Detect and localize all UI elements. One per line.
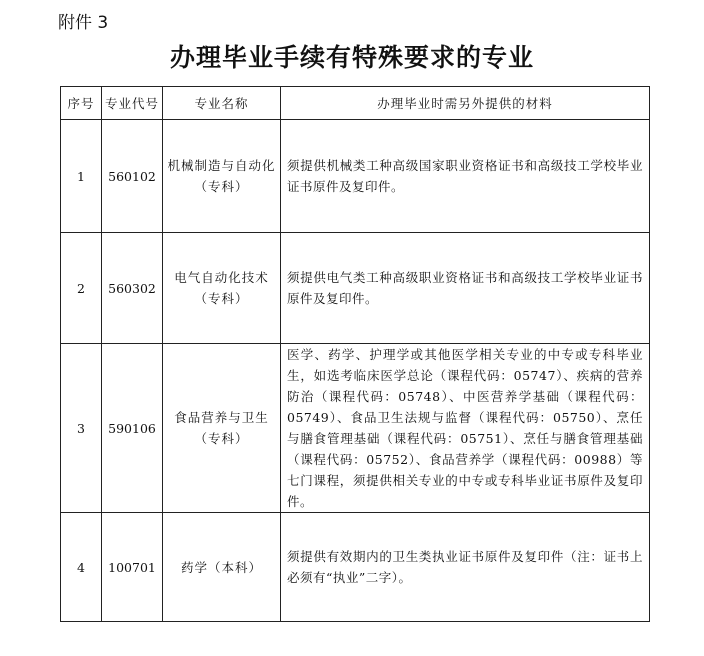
row-name	[163, 120, 281, 233]
row-name-line: 药学（本科）	[180, 559, 262, 575]
row-requirement: 须提供机械类工种高级国家职业资格证书和高级技工学校毕业证书原件及复印件。	[281, 120, 650, 233]
row-code: 590106	[102, 344, 163, 513]
table-row	[61, 233, 650, 344]
row-name-line: 电气自动化技术	[174, 270, 269, 285]
row-name-line: （专科）	[194, 431, 249, 446]
row-code: 100701	[102, 513, 163, 622]
special-majors-table	[60, 86, 650, 622]
row-no: 3	[61, 344, 102, 513]
header-code: 专业代号	[102, 87, 163, 120]
attachment-label: 附件 3	[58, 13, 109, 33]
header-name: 专业名称	[163, 87, 281, 120]
row-no: 4	[61, 513, 102, 622]
row-name	[163, 513, 281, 622]
row-code: 560102	[102, 120, 163, 233]
table-row	[61, 120, 650, 233]
row-requirement: 须提供有效期内的卫生类执业证书原件及复印件（注：证书上必须有“执业”二字）。	[281, 513, 650, 622]
row-name-line: （专科）	[194, 179, 249, 194]
row-name-line: （专科）	[194, 291, 249, 306]
row-code: 560302	[102, 233, 163, 344]
row-name	[163, 344, 281, 513]
row-name-line: 机械制造与自动化	[167, 158, 276, 173]
row-requirement: 医学、药学、护理学或其他医学相关专业的中专或专科毕业生，如选考临床医学总论（课程代码：05747）、疾病的营养防治（课程代码：05748）、中医营养学基础（课程代码：05749）、食品卫生法规与监督（课程代码：05750）、烹任与膳食管理基础（课程代码：05751）、烹任与膳食管理基础（课程代码：05752）、食品营养学（课程代码：00988）等七门课程，须提供相关专业的中专或专科毕业证书原件及复印件。	[281, 344, 650, 513]
row-no: 2	[61, 233, 102, 344]
table-header-row	[61, 87, 650, 120]
header-no: 序号	[61, 87, 102, 120]
table-row	[61, 344, 650, 513]
row-requirement: 须提供电气类工种高级职业资格证书和高级技工学校毕业证书原件及复印件。	[281, 233, 650, 344]
table-row	[61, 513, 650, 622]
row-name-line: 食品营养与卫生	[174, 410, 269, 425]
row-name	[163, 233, 281, 344]
header-requirement: 办理毕业时需另外提供的材料	[281, 87, 650, 120]
page-title: 办理毕业手续有特殊要求的专业	[169, 43, 534, 72]
row-no: 1	[61, 120, 102, 233]
